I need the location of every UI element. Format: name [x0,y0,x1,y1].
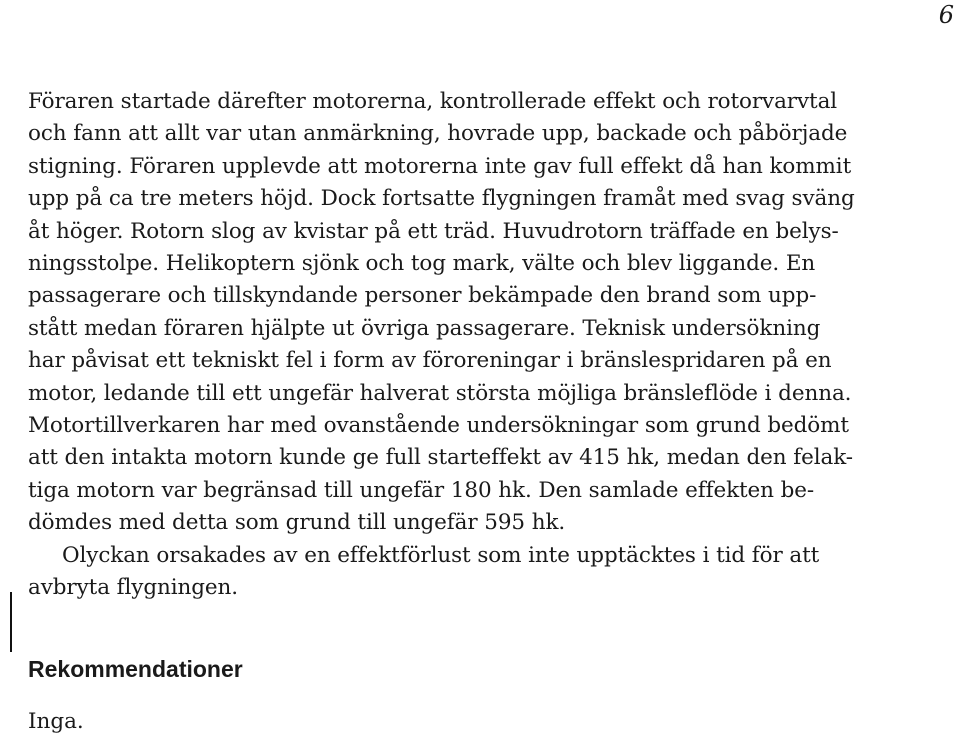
section-heading: Rekommendationer [28,656,243,682]
body-text [28,86,958,605]
body-line-conclusion: Olyckan orsakades av en effektförlust som inte upptäcktes i tid för att [62,542,820,568]
body-line: och fann att allt var utan anmärkning, hovrade upp, backade och påbörjade [28,121,848,147]
body-line: avbryta flygningen. [28,575,239,601]
revision-bar [10,592,12,652]
recommendation-text: Inga. [28,709,84,734]
body-line: motor, ledande till ett ungefär halverat största möjliga bränsleflöde i denna. [28,380,852,406]
page-number: 6 [938,1,954,29]
body-line: stigning. Föraren upplevde att motorerna inte gav full effekt då han kommit [28,153,852,179]
body-line: stått medan föraren hjälpte ut övriga passagerare. Teknisk undersökning [28,315,821,341]
body-line: Motortillverkaren har med ovanstående undersökningar som grund bedömt [28,413,849,439]
body-line: tiga motorn var begränsad till ungefär 180 hk. Den samlade effekten be- [28,477,815,503]
body-line: upp på ca tre meters höjd. Dock fortsatte flygningen framåt med svag sväng [28,186,855,212]
body-line: dömdes med detta som grund till ungefär 595 hk. [28,510,566,536]
body-line: ningsstolpe. Helikoptern sjönk och tog mark, välte och blev liggande. En [28,251,816,277]
body-line: passagerare och tillskyndande personer bekämpade den brand som upp- [28,283,817,309]
body-line: åt höger. Rotorn slog av kvistar på ett träd. Huvudrotorn träffade en belys- [28,218,839,244]
body-line: att den intakta motorn kunde ge full starteffekt av 415 hk, medan den felak- [28,445,853,471]
body-line: Föraren startade därefter motorerna, kontrollerade effekt och rotorvarvtal [28,89,838,114]
body-line: har påvisat ett tekniskt fel i form av föroreningar i bränslespridaren på en [28,348,832,374]
